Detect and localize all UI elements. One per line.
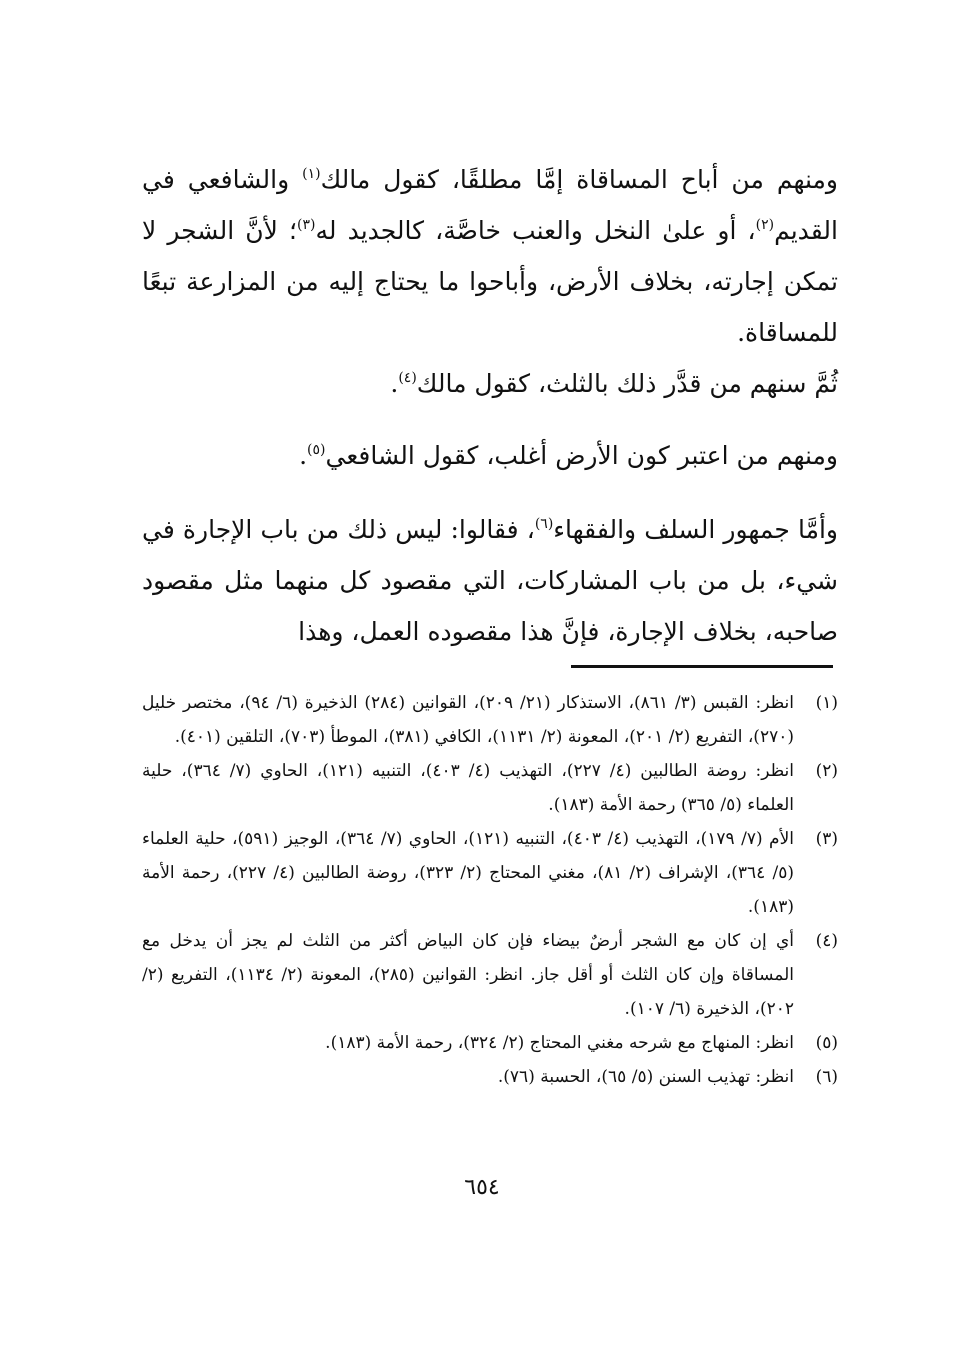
footnote-4 [142, 924, 838, 1026]
footnote-ref[interactable]: (٣) [296, 217, 316, 233]
text: ، أو علىٰ النخل والعنب خاصَّة، كالجديد له [315, 216, 756, 245]
footnote-ref[interactable]: (٢) [755, 217, 775, 233]
footnote-number: (٣) [815, 829, 838, 849]
footnote-ref[interactable]: (٦) [534, 516, 554, 532]
footnote-5 [142, 1026, 838, 1060]
text: ومنهم من اعتبر كون الأرض أغلب، كقول الشافعي [325, 441, 838, 470]
footnote-number: (٦) [815, 1067, 838, 1087]
text: ، فقالوا: ليس ذلك من باب الإجارة في شيء، بل من باب المشاركات، التي مقصود كل منهما مثل مقصود صاحبه، بخلاف الإجارة، فإنَّ هذا مقصوده العمل، وهذا [142, 515, 838, 646]
text: والشافعي في القديم [142, 165, 838, 245]
paragraph-4 [142, 504, 838, 657]
footnote-number: (٤) [815, 931, 838, 951]
footnote-2 [142, 754, 838, 822]
footnote-text: الأم (٧/ ١٧٩)، التهذيب (٤/ ٤٠٣)، التنبيه (١٢١)، الحاوي (٧/ ٣٦٤)، الوجيز (٥٩١)، حلية العلماء (٥/ ٣٦٤)، الإشراف (٢/ ٨١)، مغني المحتاج (٢/ ٣٢٣)، روضة الطالبين (٤/ ٢٢٧)، رحمة الأمة (١٨٣). [142, 829, 795, 917]
footnotes [142, 686, 838, 1094]
text: وأمَّا جمهور السلف والفقهاء [553, 515, 838, 544]
footnote-text: انظر: القبس (٣/ ٨٦١)، الاستذكار (٢١/ ٢٠٩)، القوانين (٢٨٤) الذخيرة (٦/ ٩٤)، مختصر خليل (٢٧٠)، التفريع (٢/ ٢٠١)، المعونة (٢/ ١١٣١)، الكافي (٣٨١)، الموطأ (٧٠٣)، التلقين (٤٠١). [142, 693, 794, 747]
footnote-text: انظر: المنهاج مع شرحه مغني المحتاج (٢/ ٣٢٤)، رحمة الأمة (١٨٣). [325, 1033, 794, 1053]
footnote-ref[interactable]: (٥) [307, 442, 326, 458]
text: ومنهم من أباح المساقاة إمَّا مطلقًا، كقول مالك [320, 165, 838, 194]
text: ؛ لأنَّ الشجر لا تمكن إجارته، بخلاف الأرض، وأباحوا ما يحتاج إليه من المزارعة تبعًا للمساقاة. [142, 216, 838, 347]
footnote-number: (٥) [815, 1033, 838, 1053]
paragraph-1 [142, 154, 838, 358]
paragraph-2 [142, 358, 838, 409]
text: . [299, 441, 308, 470]
footnote-number: (٢) [815, 761, 838, 781]
footnote-ref[interactable]: (٤) [398, 370, 417, 386]
paragraph-3 [142, 430, 838, 481]
footnote-number: (١) [815, 693, 838, 713]
footnote-text: انظر: تهذيب السنن (٥/ ٦٥)، الحسبة (٧٦). [497, 1067, 794, 1087]
footnote-6 [142, 1060, 838, 1094]
footnote-text: انظر: روضة الطالبين (٤/ ٢٢٧)، التهذيب (٤/ ٤٠٣)، التنبيه (١٢١)، الحاوي (٧/ ٣٦٤)، حلية العلماء (٥/ ٣٦٥) رحمة الأمة (١٨٣). [142, 761, 794, 815]
footnote-1 [142, 686, 838, 754]
text: ثُمَّ سنهم من قدَّر ذلك بالثلث، كقول مالك [416, 369, 838, 398]
footnote-divider [571, 665, 833, 668]
page-number: ٦٥٤ [464, 1175, 500, 1200]
text: . [390, 369, 399, 398]
footnote-text: أي إن كان مع الشجر أرضٌ بيضاء فإن كان البياض أكثر من الثلث لم يجز أن يدخل مع المساقاة وإن كان الثلث أو أقل جاز. انظر: القوانين (٢٨٥)، المعونة (٢/ ١١٣٤)، التفريع (٢/ ٢٠٢)، الذخيرة (٦/ ١٠٧). [142, 931, 795, 1019]
footnote-ref[interactable]: (١) [302, 166, 321, 182]
footnote-3 [142, 822, 838, 924]
